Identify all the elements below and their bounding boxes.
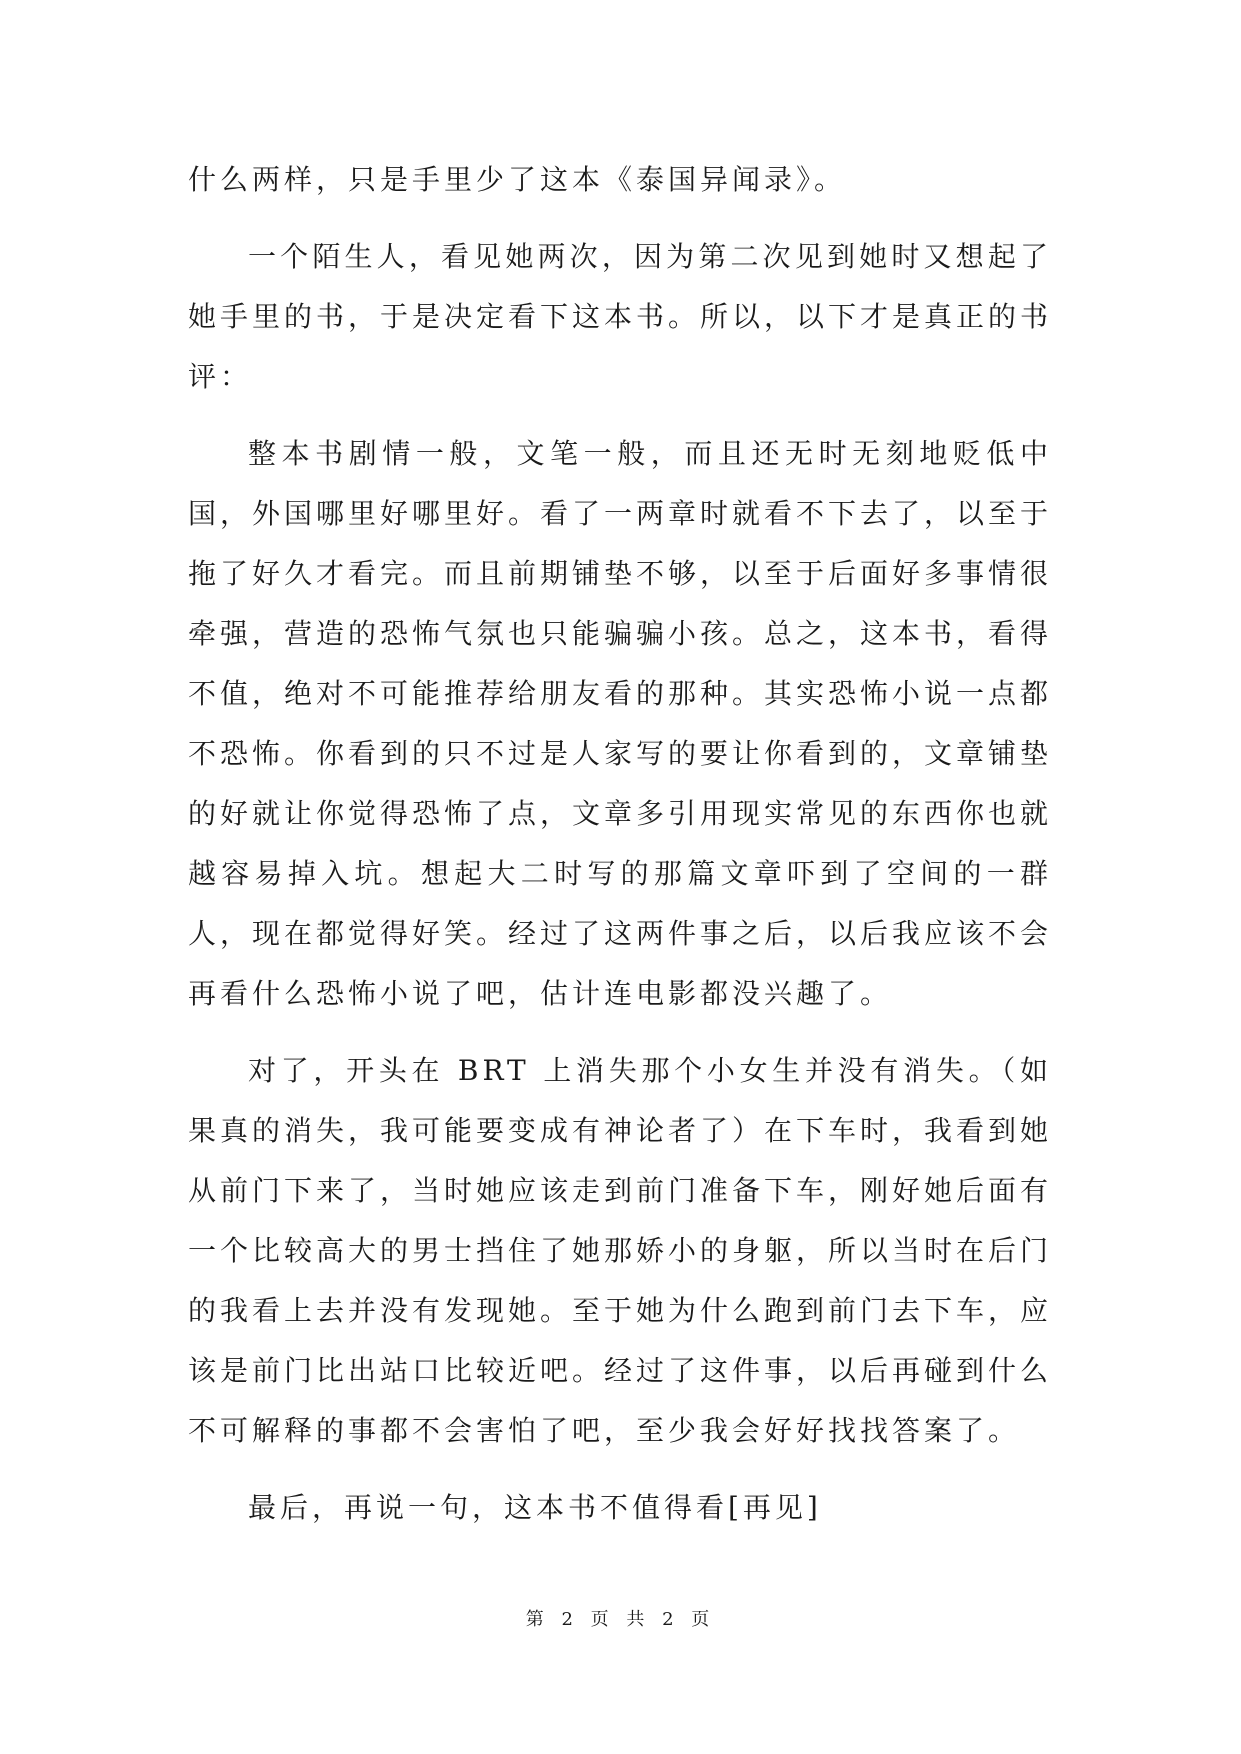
paragraph-continuation: 什么两样，只是手里少了这本《泰国异闻录》。 — [188, 163, 847, 196]
paragraph-review: 整本书剧情一般，文笔一般，而且还无时无刻地贬低中国，外国哪里好哪里好。看了一两章时就看不下去了，以至于拖了好久才看完。而且前期铺垫不够，以至于后面好多事情很牵强，营造的恐怖气氛也只能骗骗小孩。总之，这本书，看得不值，绝对不可能推荐给朋友看的那种。其实恐怖小说一点都不恐怖。你看到的只不过是人家写的要让你看到的，文章铺垫的好就让你觉得恐怖了点，文章多引用现实常见的东西你也就越容易掉入坑。想起大二时写的那篇文章吓到了空间的一群人，现在都觉得好笑。经过了这两件事之后，以后我应该不会再看什么恐怖小说了吧，估计连电影都没兴趣了。 — [188, 437, 1053, 1010]
page-number-footer: 第 2 页 共 2 页 — [525, 1609, 716, 1630]
paragraph-closing: 最后，再说一句，这本书不值得看[再见] — [248, 1491, 822, 1524]
paragraph-stranger: 一个陌生人，看见她两次，因为第二次见到她时又想起了她手里的书，于是决定看下这本书。所以，以下才是真正的书评： — [188, 240, 1053, 393]
paragraph-brt: 对了，开头在 BRT 上消失那个小女生并没有消失。（如果真的消失，我可能要变成有神论者了）在下车时，我看到她从前门下来了，当时她应该走到前门准备下车，刚好她后面有一个比较高大的男士挡住了她那娇小的身躯，所以当时在后门的我看上去并没有发现她。至于她为什么跑到前门去下车，应该是前门比出站口比较近吧。经过了这件事，以后再碰到什么不可解释的事都不会害怕了吧，至少我会好好找找答案了。 — [188, 1054, 1053, 1447]
document-body — [188, 150, 1052, 1538]
